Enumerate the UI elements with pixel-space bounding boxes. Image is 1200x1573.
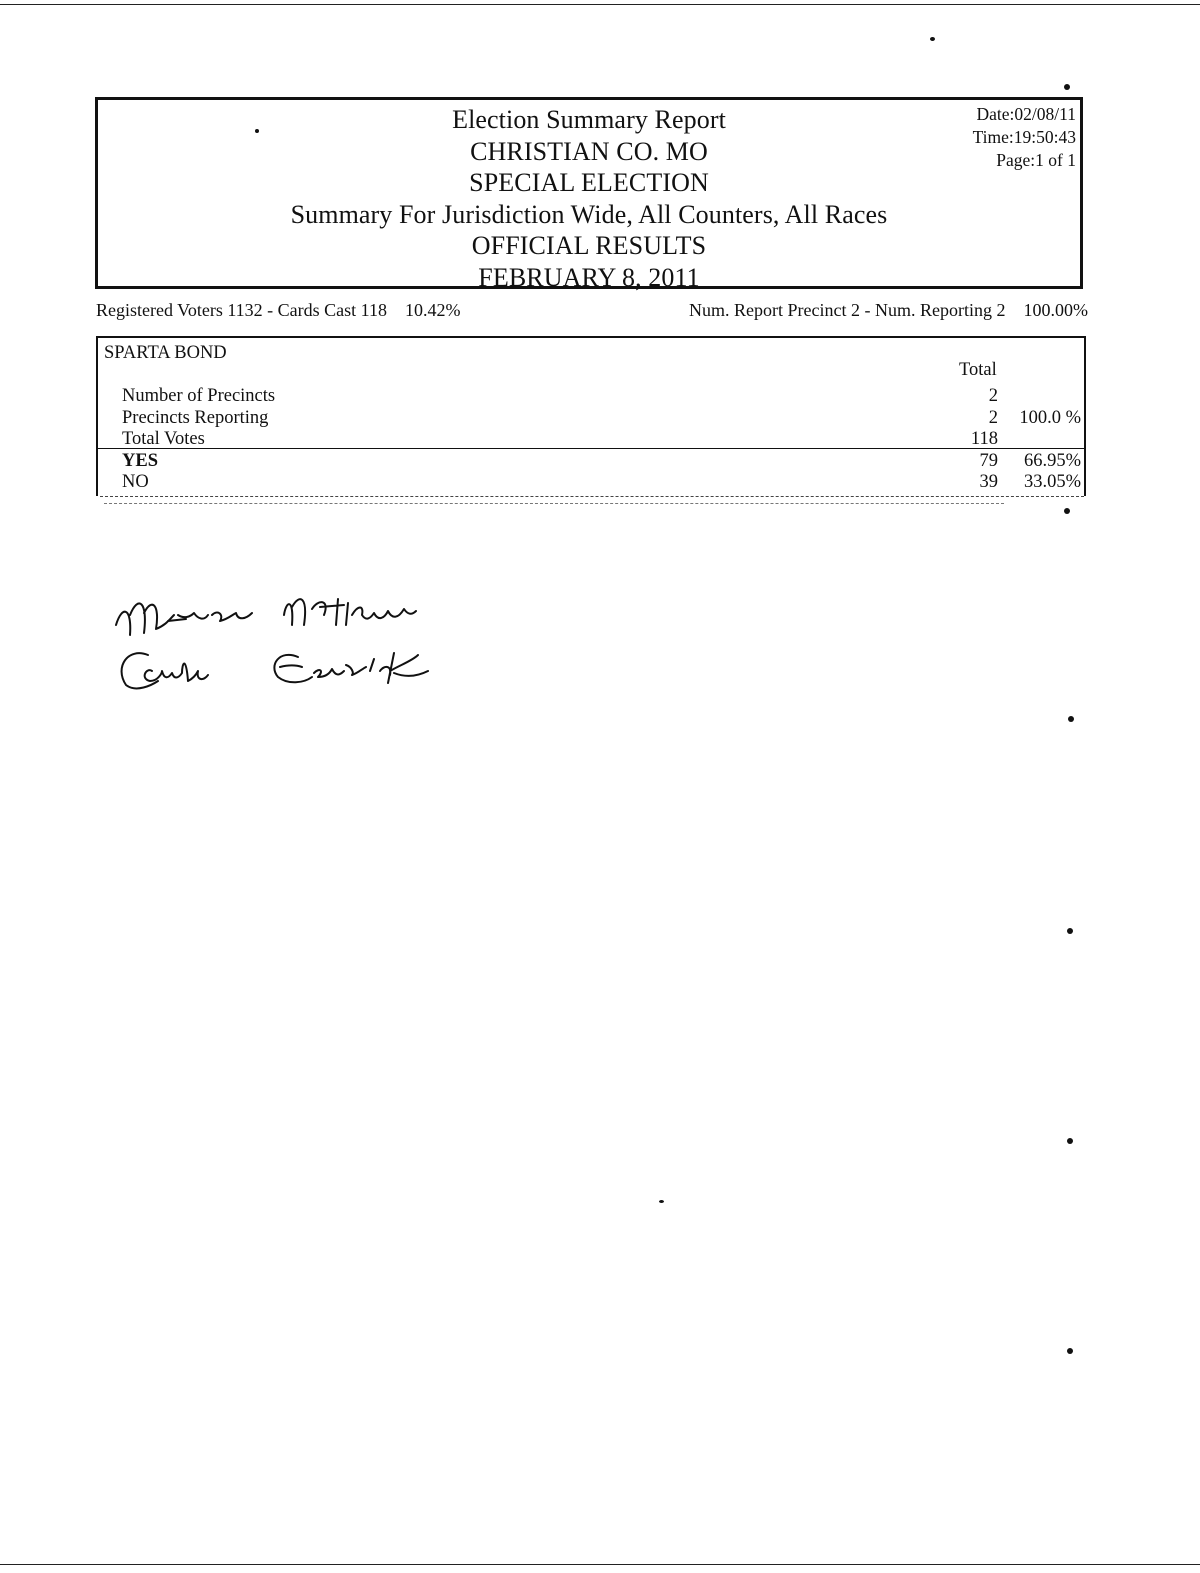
torn-edge-line xyxy=(100,496,1084,497)
turnout-summary xyxy=(96,300,460,321)
summary-scope: Summary For Jurisdiction Wide, All Counters, All Races xyxy=(290,199,888,229)
stat-value: 2 xyxy=(988,386,998,406)
choice-votes: 39 xyxy=(979,472,998,492)
signature-1-stroke xyxy=(284,599,416,625)
scan-speck xyxy=(1067,928,1073,934)
stat-label: Total Votes xyxy=(122,429,205,449)
county-name: CHRISTIAN CO. MO xyxy=(470,136,708,166)
scan-top-rule xyxy=(0,4,1200,5)
turnout-percent: 10.42% xyxy=(404,300,461,320)
scan-speck xyxy=(930,37,935,41)
report-page: Page:1 of 1 xyxy=(996,150,1076,170)
report-meta xyxy=(973,103,1076,172)
race-results-box xyxy=(96,336,1086,496)
signature-2-stroke xyxy=(122,653,208,688)
choice-row xyxy=(98,472,1084,494)
choice-percent: 66.95% xyxy=(1023,451,1081,471)
scan-speck xyxy=(1068,716,1074,722)
scan-speck xyxy=(1067,1138,1073,1144)
report-time: Time:19:50:43 xyxy=(972,127,1076,147)
signatures xyxy=(108,585,508,705)
report-header xyxy=(95,97,1083,292)
torn-edge-line xyxy=(104,503,1004,504)
report-date: Date:02/08/11 xyxy=(976,104,1076,124)
stat-row xyxy=(98,408,1084,430)
race-title: SPARTA BOND xyxy=(104,343,227,363)
results-status: OFFICIAL RESULTS xyxy=(471,231,707,260)
scan-speck xyxy=(659,1200,664,1203)
stat-percent: 100.0 % xyxy=(1019,408,1081,428)
scan-bottom-rule xyxy=(0,1564,1200,1565)
stat-label: Precincts Reporting xyxy=(122,408,269,428)
scan-speck xyxy=(255,129,259,133)
signature-2-stroke xyxy=(274,653,428,683)
scan-speck xyxy=(1067,1348,1073,1354)
choice-percent: 33.05% xyxy=(1023,472,1081,492)
stat-label: Number of Precincts xyxy=(122,386,276,406)
scan-speck xyxy=(1064,508,1070,514)
precinct-reporting-percent: 100.00% xyxy=(1023,300,1088,320)
scan-speck xyxy=(1064,84,1070,90)
stat-value: 118 xyxy=(970,429,998,449)
registered-voters-text: Registered Voters 1132 - Cards Cast 118 xyxy=(96,300,387,320)
stat-value: 2 xyxy=(988,408,998,428)
total-column-header: Total xyxy=(959,360,997,380)
header-title-block xyxy=(98,104,1080,293)
election-type: SPECIAL ELECTION xyxy=(469,168,709,197)
choice-votes: 79 xyxy=(979,451,998,471)
choice-label: NO xyxy=(122,472,149,492)
election-date: FEBRUARY 8, 2011 xyxy=(478,262,700,292)
signature-1-stroke xyxy=(116,603,252,635)
choice-label: YES xyxy=(122,451,158,471)
report-title: Election Summary Report xyxy=(452,105,726,134)
precinct-reporting-text: Num. Report Precinct 2 - Num. Reporting 2 xyxy=(689,300,1006,320)
results-divider xyxy=(98,448,1084,449)
stat-row xyxy=(98,386,1084,408)
choice-row xyxy=(98,451,1084,473)
precinct-summary xyxy=(689,300,1088,321)
